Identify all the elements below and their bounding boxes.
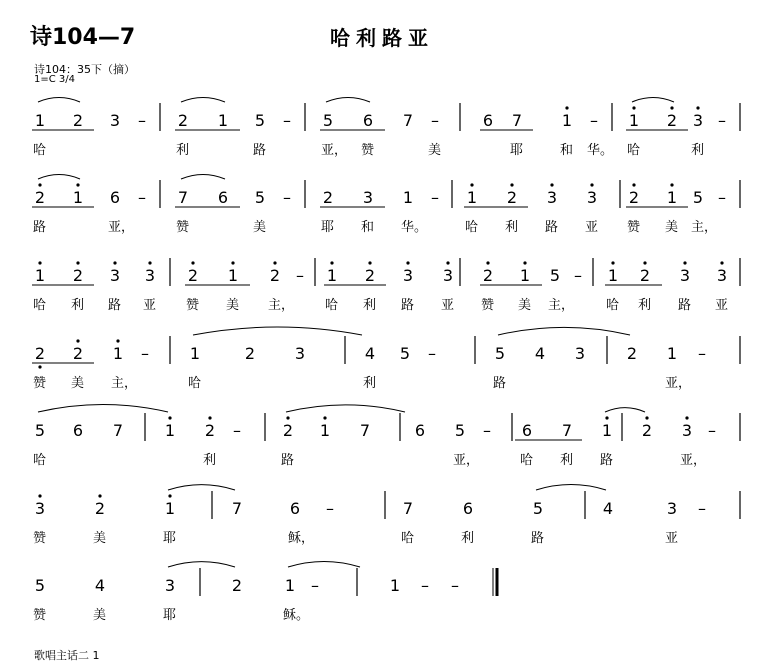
lyric: 亚 xyxy=(665,531,679,546)
octave-dot-above xyxy=(168,494,171,497)
note: – xyxy=(698,499,706,518)
octave-dot-above xyxy=(286,416,289,419)
note: 1 xyxy=(284,576,296,595)
note: 2 xyxy=(282,421,294,440)
note: 6 xyxy=(414,421,426,440)
slur xyxy=(632,98,674,102)
slur xyxy=(498,327,630,335)
note: 1 xyxy=(227,266,239,285)
octave-dot-above xyxy=(446,261,449,264)
lyric: 和 xyxy=(560,143,574,158)
lyric: 华。 xyxy=(401,220,428,235)
note: 1 xyxy=(112,344,124,363)
note: – xyxy=(296,266,304,285)
note: – xyxy=(718,188,726,207)
lyric: 耶 xyxy=(163,531,177,546)
lyric: 主， xyxy=(268,298,295,313)
note: 6 xyxy=(217,188,229,207)
octave-dot-above xyxy=(550,183,553,186)
note: 1 xyxy=(402,188,414,207)
lyric: 路 xyxy=(531,531,545,546)
octave-dot-above xyxy=(470,183,473,186)
note: – xyxy=(283,111,291,130)
staff-3 xyxy=(32,258,740,313)
lyric: 路 xyxy=(281,453,295,468)
note: – xyxy=(141,344,149,363)
key-signature: 1=C 3/4 xyxy=(34,74,75,85)
note: 5 xyxy=(454,421,466,440)
octave-dot-above xyxy=(632,183,635,186)
note: 6 xyxy=(289,499,301,518)
note: 1 xyxy=(217,111,229,130)
lyric: 利 xyxy=(691,143,705,158)
note: 2 xyxy=(482,266,494,285)
note: 3 xyxy=(442,266,454,285)
note: 2 xyxy=(641,421,653,440)
note: 7 xyxy=(511,111,523,130)
lyric: 亚， xyxy=(680,453,707,468)
lyric: 路 xyxy=(401,298,415,313)
note: – xyxy=(451,576,459,595)
note: 5 xyxy=(692,188,704,207)
lyric: 哈 xyxy=(33,298,47,313)
note: 1 xyxy=(34,266,46,285)
note: 2 xyxy=(72,344,84,363)
note: – xyxy=(708,421,716,440)
footer-text: 歌唱主话二 1 xyxy=(34,649,100,662)
note: 1 xyxy=(326,266,338,285)
lyric: 主， xyxy=(111,376,138,391)
lyric: 稣。 xyxy=(283,608,310,623)
octave-dot-above xyxy=(208,416,211,419)
octave-dot-above xyxy=(590,183,593,186)
note: – xyxy=(138,188,146,207)
lyric: 利 xyxy=(176,143,190,158)
note: 2 xyxy=(34,188,46,207)
note: 3 xyxy=(666,499,678,518)
note: 7 xyxy=(402,499,414,518)
note: 5 xyxy=(532,499,544,518)
note: 1 xyxy=(164,421,176,440)
note: 5 xyxy=(322,111,334,130)
note: 2 xyxy=(72,266,84,285)
lyric: 亚 xyxy=(441,298,455,313)
octave-dot-above xyxy=(645,416,648,419)
note: – xyxy=(233,421,241,440)
note: 3 xyxy=(402,266,414,285)
lyric: 美 xyxy=(93,531,107,546)
octave-dot-above xyxy=(683,261,686,264)
lyric: 美 xyxy=(71,376,85,391)
lyric: 哈 xyxy=(401,531,415,546)
note: 1 xyxy=(607,266,619,285)
lyric: 路 xyxy=(493,376,507,391)
lyric: 路 xyxy=(33,220,47,235)
octave-dot-above xyxy=(98,494,101,497)
lyric: 亚， xyxy=(108,220,135,235)
lyric: 赞 xyxy=(186,298,200,313)
octave-dot-above xyxy=(76,339,79,342)
slur xyxy=(326,97,370,102)
lyric: 路 xyxy=(678,298,692,313)
lyric: 华。 xyxy=(587,143,614,158)
note: 6 xyxy=(482,111,494,130)
note: 7 xyxy=(231,499,243,518)
staff-1 xyxy=(32,97,740,158)
note: 2 xyxy=(187,266,199,285)
octave-dot-above xyxy=(76,261,79,264)
note: – xyxy=(421,576,429,595)
note: 3 xyxy=(692,111,704,130)
note: 3 xyxy=(144,266,156,285)
octave-dot-above xyxy=(670,183,673,186)
slur xyxy=(288,561,360,567)
octave-dot-above xyxy=(323,416,326,419)
note: – xyxy=(574,266,582,285)
note: 5 xyxy=(549,266,561,285)
note: – xyxy=(428,344,436,363)
lyric: 美 xyxy=(518,298,532,313)
lyric: 美 xyxy=(226,298,240,313)
octave-dot-above xyxy=(191,261,194,264)
staff-2 xyxy=(32,174,740,235)
note: 7 xyxy=(402,111,414,130)
lyric: 赞 xyxy=(481,298,495,313)
note: 1 xyxy=(389,576,401,595)
octave-dot-above xyxy=(486,261,489,264)
note: – xyxy=(326,499,334,518)
slur xyxy=(286,405,405,412)
note: 1 xyxy=(561,111,573,130)
lyric: 亚， xyxy=(665,376,692,391)
note: 7 xyxy=(359,421,371,440)
note: 5 xyxy=(494,344,506,363)
note: 2 xyxy=(231,576,243,595)
note: 3 xyxy=(586,188,598,207)
octave-dot-above xyxy=(670,106,673,109)
note: 5 xyxy=(254,111,266,130)
octave-dot-above xyxy=(643,261,646,264)
note: 2 xyxy=(177,111,189,130)
lyric: 路 xyxy=(253,143,267,158)
note: 4 xyxy=(534,344,546,363)
note: 3 xyxy=(574,344,586,363)
note: 5 xyxy=(34,421,46,440)
lyric: 哈 xyxy=(465,220,479,235)
note: – xyxy=(283,188,291,207)
note: 6 xyxy=(72,421,84,440)
note: – xyxy=(718,111,726,130)
octave-dot-above xyxy=(720,261,723,264)
note: 7 xyxy=(561,421,573,440)
octave-dot-above xyxy=(368,261,371,264)
octave-dot-above xyxy=(632,106,635,109)
lyric: 亚， xyxy=(321,143,348,158)
note: 2 xyxy=(626,344,638,363)
note: 1 xyxy=(319,421,331,440)
lyric: 哈 xyxy=(520,453,534,468)
octave-dot-above xyxy=(605,416,608,419)
hymn-number: 诗104—7 xyxy=(30,25,136,50)
octave-dot-below xyxy=(38,365,41,368)
note: – xyxy=(311,576,319,595)
lyric: 路 xyxy=(600,453,614,468)
slur xyxy=(38,404,168,412)
staff-7 xyxy=(33,561,459,623)
lyric: 耶 xyxy=(163,608,177,623)
note: – xyxy=(431,111,439,130)
lyric: 赞 xyxy=(33,608,47,623)
note: – xyxy=(483,421,491,440)
octave-dot-above xyxy=(510,183,513,186)
lyric: 利 xyxy=(638,298,652,313)
octave-dot-above xyxy=(38,494,41,497)
lyric: 稣， xyxy=(288,531,315,546)
lyric: 哈 xyxy=(188,376,202,391)
slur xyxy=(536,485,606,490)
note: 3 xyxy=(109,111,121,130)
staff-5 xyxy=(33,404,740,468)
note: 2 xyxy=(244,344,256,363)
note: 2 xyxy=(666,111,678,130)
slur xyxy=(168,562,235,567)
lyric: 利 xyxy=(203,453,217,468)
octave-dot-above xyxy=(76,183,79,186)
note: 1 xyxy=(601,421,613,440)
note: 2 xyxy=(628,188,640,207)
lyric: 耶 xyxy=(510,143,524,158)
lyric: 亚 xyxy=(585,220,599,235)
note: 3 xyxy=(34,499,46,518)
note: 2 xyxy=(72,111,84,130)
note: 4 xyxy=(364,344,376,363)
lyric: 美 xyxy=(93,608,107,623)
octave-dot-above xyxy=(696,106,699,109)
note: 6 xyxy=(109,188,121,207)
note: 1 xyxy=(628,111,640,130)
staff-6 xyxy=(33,485,740,546)
slur xyxy=(168,485,235,490)
lyric: 赞 xyxy=(176,220,190,235)
lyric: 耶 xyxy=(321,220,335,235)
note: 1 xyxy=(189,344,201,363)
octave-dot-above xyxy=(231,261,234,264)
note: 5 xyxy=(254,188,266,207)
octave-dot-above xyxy=(38,261,41,264)
octave-dot-above xyxy=(116,339,119,342)
note: 1 xyxy=(164,499,176,518)
lyric: 利 xyxy=(363,376,377,391)
note: 6 xyxy=(521,421,533,440)
note: 5 xyxy=(399,344,411,363)
note: 6 xyxy=(362,111,374,130)
note: 3 xyxy=(546,188,558,207)
octave-dot-above xyxy=(685,416,688,419)
note: 1 xyxy=(72,188,84,207)
lyric: 美 xyxy=(428,143,442,158)
lyric: 亚 xyxy=(715,298,729,313)
slur xyxy=(193,327,362,335)
note: 3 xyxy=(679,266,691,285)
note: 1 xyxy=(666,344,678,363)
lyric: 利 xyxy=(505,220,519,235)
octave-dot-above xyxy=(273,261,276,264)
note: 2 xyxy=(364,266,376,285)
lyric: 哈 xyxy=(606,298,620,313)
lyric: 利 xyxy=(461,531,475,546)
note: 2 xyxy=(322,188,334,207)
note: 3 xyxy=(164,576,176,595)
note: 7 xyxy=(112,421,124,440)
note: 2 xyxy=(639,266,651,285)
note: 3 xyxy=(109,266,121,285)
slur xyxy=(181,97,225,102)
note: 1 xyxy=(34,111,46,130)
lyric: 美 xyxy=(665,220,679,235)
octave-dot-above xyxy=(523,261,526,264)
note: 1 xyxy=(466,188,478,207)
lyric: 赞 xyxy=(361,143,375,158)
lyric: 利 xyxy=(560,453,574,468)
note: 3 xyxy=(294,344,306,363)
lyric: 赞 xyxy=(627,220,641,235)
lyric: 哈 xyxy=(325,298,339,313)
lyric: 主， xyxy=(691,220,718,235)
lyric: 哈 xyxy=(33,143,47,158)
lyric: 亚， xyxy=(453,453,480,468)
lyric: 路 xyxy=(108,298,122,313)
lyric: 美 xyxy=(253,220,267,235)
slur xyxy=(38,98,80,102)
note: – xyxy=(431,188,439,207)
staff-4 xyxy=(32,327,740,391)
octave-dot-above xyxy=(330,261,333,264)
note: 1 xyxy=(666,188,678,207)
lyric: 主， xyxy=(548,298,575,313)
source-reference: 诗104：35下（摘） xyxy=(34,63,135,76)
lyric: 和 xyxy=(361,220,375,235)
octave-dot-above xyxy=(168,416,171,419)
octave-dot-above xyxy=(565,106,568,109)
octave-dot-above xyxy=(38,183,41,186)
lyric: 路 xyxy=(545,220,559,235)
lyric: 赞 xyxy=(33,376,47,391)
note: – xyxy=(590,111,598,130)
lyric: 哈 xyxy=(627,143,641,158)
song-title: 哈利路亚 xyxy=(330,26,434,50)
lyric: 哈 xyxy=(33,453,47,468)
note: 4 xyxy=(602,499,614,518)
octave-dot-above xyxy=(148,261,151,264)
note: 6 xyxy=(462,499,474,518)
note: – xyxy=(698,344,706,363)
octave-dot-above xyxy=(611,261,614,264)
note: 3 xyxy=(681,421,693,440)
octave-dot-above xyxy=(113,261,116,264)
note: 7 xyxy=(177,188,189,207)
note: 2 xyxy=(269,266,281,285)
note: 2 xyxy=(94,499,106,518)
octave-dot-above xyxy=(406,261,409,264)
lyric: 亚 xyxy=(143,298,157,313)
note: 1 xyxy=(519,266,531,285)
slur xyxy=(181,174,225,179)
note: 3 xyxy=(362,188,374,207)
lyric: 利 xyxy=(71,298,85,313)
slur xyxy=(38,175,80,179)
note: 2 xyxy=(506,188,518,207)
lyric: 利 xyxy=(363,298,377,313)
note: – xyxy=(138,111,146,130)
note: 4 xyxy=(94,576,106,595)
note: 2 xyxy=(204,421,216,440)
note: 5 xyxy=(34,576,46,595)
slur xyxy=(605,408,645,412)
note: 3 xyxy=(716,266,728,285)
note: 2 xyxy=(34,344,46,363)
lyric: 赞 xyxy=(33,531,47,546)
